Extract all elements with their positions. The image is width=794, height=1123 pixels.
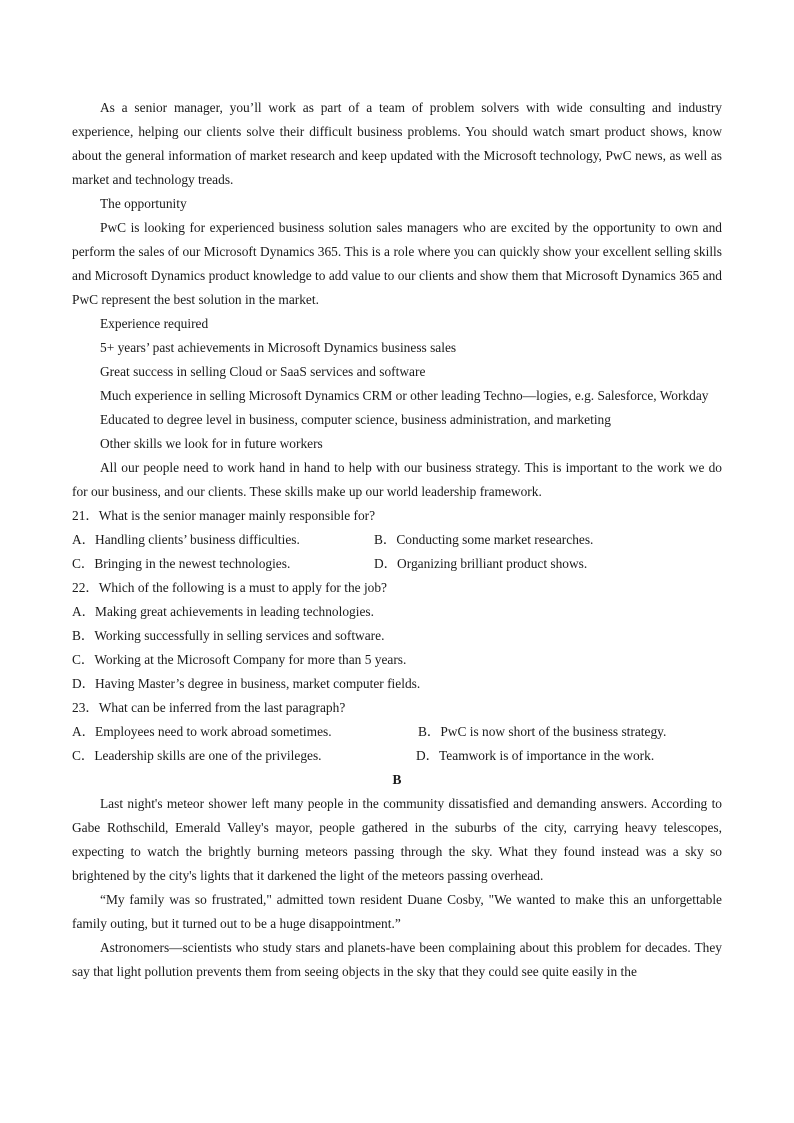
question-22 bbox=[72, 576, 722, 696]
question-23-option-a: A．Employees need to work abroad sometimes. bbox=[72, 724, 332, 739]
passage-b-heading: B bbox=[392, 772, 402, 787]
question-21-option-c: C．Bringing in the newest technologies. bbox=[72, 556, 291, 571]
passage-a-paragraph-3: All our people need to work hand in hand to help with our business strategy. This is important to the work we do for our business, and our clients. These skills make up our world leadership framework. bbox=[72, 460, 722, 499]
requirement-item-3: Much experience in selling Microsoft Dynamics CRM or other leading Techno—logies, e.g. Salesforce, Workday bbox=[100, 388, 709, 403]
document-page bbox=[72, 96, 722, 984]
question-23-options-row-1 bbox=[72, 720, 722, 744]
requirement-item-4: Educated to degree level in business, computer science, business administration, and marketing bbox=[100, 412, 611, 427]
passage-a-subheading-experience: Experience required bbox=[100, 316, 209, 331]
passage-b-paragraph-2: “My family was so frustrated," admitted town resident Duane Cosby, "We wanted to make this an unforgettable family outing, but it turned out to be a huge disappointment.” bbox=[72, 892, 722, 931]
requirement-item-1: 5+ years’ past achievements in Microsoft Dynamics business sales bbox=[100, 340, 457, 355]
passage-a-paragraph-1: As a senior manager, you’ll work as part of a team of problem solvers with wide consulting and industry experience, helping our clients solve their difficult business problems. You should watch smart product shows, know about the general information of market research and keep updated with the Microsoft technology, PwC news, as well as market and technology treads. bbox=[72, 100, 722, 187]
question-22-stem: 22．Which of the following is a must to apply for the job? bbox=[72, 580, 387, 595]
question-23 bbox=[72, 696, 722, 768]
question-21-stem: 21．What is the senior manager mainly responsible for? bbox=[72, 508, 376, 523]
question-21-option-a: A．Handling clients’ business difficulties. bbox=[72, 532, 300, 547]
question-23-option-b: B．PwC is now short of the business strategy. bbox=[418, 724, 667, 739]
question-22-option-b: B．Working successfully in selling services and software. bbox=[72, 628, 385, 643]
question-22-option-c: C．Working at the Microsoft Company for more than 5 years. bbox=[72, 652, 407, 667]
question-21 bbox=[72, 504, 722, 576]
requirement-item-2: Great success in selling Cloud or SaaS services and software bbox=[100, 364, 426, 379]
question-21-options-row-2 bbox=[72, 552, 722, 576]
question-22-option-a: A．Making great achievements in leading technologies. bbox=[72, 604, 374, 619]
question-21-option-b: B．Conducting some market researches. bbox=[374, 532, 594, 547]
question-21-option-d: D．Organizing brilliant product shows. bbox=[374, 556, 588, 571]
question-23-option-c: C．Leadership skills are one of the privileges. bbox=[72, 748, 322, 763]
question-23-options-row-2 bbox=[72, 744, 722, 768]
passage-b-paragraph-1: Last night's meteor shower left many people in the community dissatisfied and demanding answers. According to Gabe Rothschild, Emerald Valley's mayor, people gathered in the suburbs of the city, carrying heavy telescopes, expecting to watch the brightly burning meteors passing through the sky. What they found instead was a sky so brightened by the city's lights that it darkened the light of the meteors passing overhead. bbox=[72, 796, 722, 883]
question-21-options-row-1 bbox=[72, 528, 722, 552]
question-22-option-d: D．Having Master’s degree in business, market computer fields. bbox=[72, 676, 421, 691]
question-23-stem: 23．What can be inferred from the last paragraph? bbox=[72, 700, 346, 715]
passage-a-paragraph-2: PwC is looking for experienced business solution sales managers who are excited by the opportunity to own and perform the sales of our Microsoft Dynamics 365. This is a role where you can quickly show your excellent selling skills and Microsoft Dynamics product knowledge to add value to our clients and show them that Microsoft Dynamics 365 and PwC represent the best solution in the market. bbox=[72, 220, 722, 307]
passage-a-subheading-opportunity: The opportunity bbox=[100, 196, 187, 211]
passage-b-paragraph-3: Astronomers—scientists who study stars and planets-have been complaining about this problem for decades. They say that light pollution prevents them from seeing objects in the sky that they could see quite easily in the bbox=[72, 940, 722, 979]
question-23-option-d: D．Teamwork is of importance in the work. bbox=[416, 748, 655, 763]
passage-a-subheading-skills: Other skills we look for in future workers bbox=[100, 436, 323, 451]
